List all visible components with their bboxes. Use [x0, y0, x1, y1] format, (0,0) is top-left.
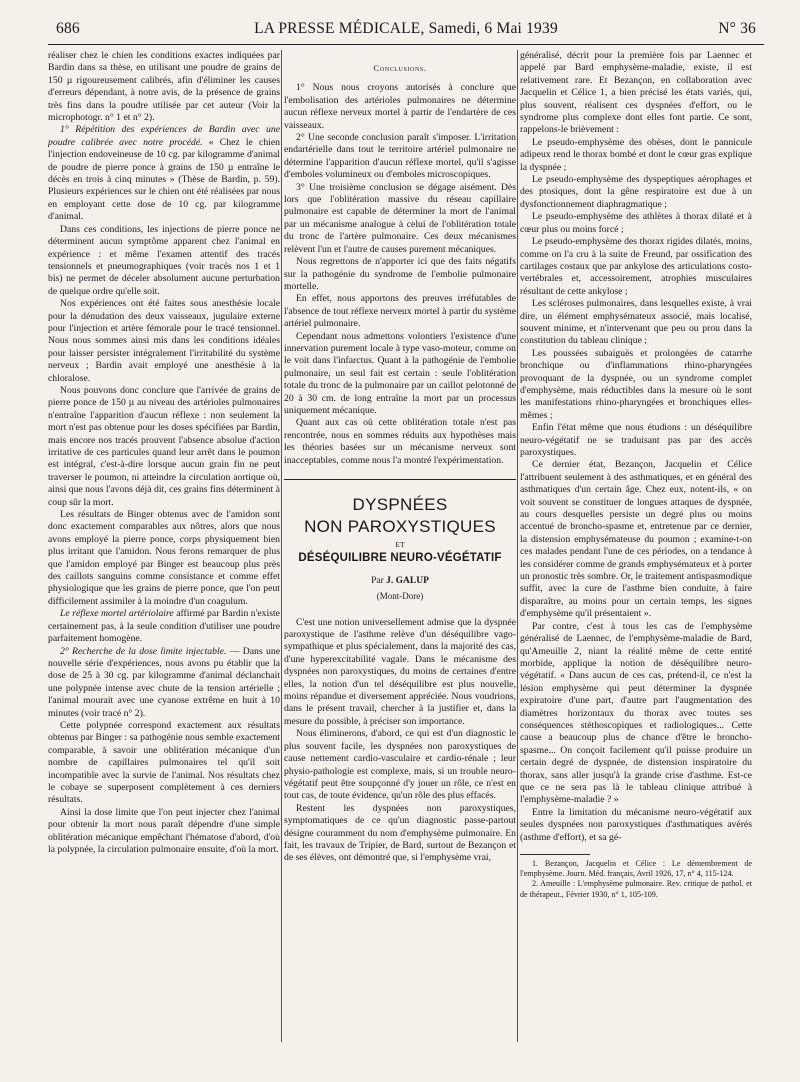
paragraph: [520, 211, 752, 236]
article-title-line2: NON PAROXYSTIQUES: [304, 517, 496, 536]
paragraph-text: « Chez le chien l'injection endoveineuse de 10 cg. par kilogramme d'animal de poudre de pierre ponce à grains de 150 µ entraîne le décès en trois à cinq minutes » (Thèse de Bardin, p. 59). Plusieurs expériences sur le chien ont été réalisées par nous en employant cette dose de 10 cg. par kilogramme d'animal.: [48, 136, 280, 223]
paragraph: [48, 224, 280, 298]
paragraph: [520, 236, 752, 298]
journal-title: LA PRESSE MÉDICALE, Samedi, 6 Mai 1939: [254, 20, 558, 37]
paragraph: [284, 417, 516, 467]
paragraph: [48, 509, 280, 608]
paragraph-text: Le pseudo-emphysème des obèses, dont le pannicule adipeux rend le thorax bombé et dont le cœur gras explique la dyspnée ;: [520, 136, 752, 173]
paragraph-text: 2° Une seconde conclusion paraît s'imposer. L'irritation endartérielle dans tout le territoire artériel pulmonaire ne détermine l'apparition d'aucun réflexe mortel, qu'il s'agisse d'emboles volumineux ou d'emboles microscopiques.: [284, 132, 516, 181]
paragraph-text: Entre la limitation du mécanisme neuro-végétatif aux seules dyspnées non paroxystiques d'asthmatiques avérés (asthme d'effort), et sa gé-: [520, 806, 752, 843]
paragraph-text: réaliser chez le chien les conditions exactes indiquées par Bardin dans sa thèse, en utilisant une poudre de grains de 150 µ rigoureusement calibrés, afin d'éliminer les causes d'erreurs dépendant, à notre avis, de la présence de grains très fins dans la poudre utilisée par cet auteur (Voir la microphotogr. n° 1 et n° 2).: [48, 50, 280, 124]
paragraph-text: Quant aux cas où cette oblitération totale n'est pas rencontrée, nous en sommes réduits aux hypothèses mais les théories basées sur un mécanisme nerveux sont inacceptables, comme nous l'a montré l'expérimentation.: [284, 417, 516, 466]
paragraph-text: Les poussées subaiguës et prolongées de catarrhe bronchique ou d'inflammations rhino-pharyngées provoquant de la dyspnée, ou un syndrome complet d'emphysème, mais réductibles dans la mesure où le sont les manifestations rhino-pharyngées et bronchiques elles-mêmes ;: [520, 347, 752, 421]
paragraph: [520, 298, 752, 348]
issue-number: N° 36: [718, 20, 756, 37]
author-name: J. GALUP: [386, 575, 429, 586]
paragraph: [48, 807, 280, 857]
paragraph: [520, 621, 752, 807]
paragraph-text: Les résultats de Binger obtenus avec de l'amidon sont donc exactement comparables aux nôtres, alors que nous avons employé la pierre ponce, corps physiquement bien plus irritant que l'amidon. Nous ferons remarquer de plus que l'amidon employé par Binger est beaucoup plus près des caillots sanguins comme consistance et comme effet physiologique que les grains de pierre ponce, que l'on peut difficilement assimiler à la moindre d'un coagulum.: [48, 509, 280, 607]
paragraph-text: Ainsi la dose limite que l'on peut injecter chez l'animal pour obtenir la mort nous paraît dépendre d'une simple oblitération mécanique empêchant l'hématose d'abord, d'où la polypnée, la circulation pulmonaire ensuite, d'où la mort.: [48, 806, 280, 855]
paragraph-text: généralisé, décrit pour la première fois par Laennec et appelé par Bard emphysème-maladie, existe, il est relativement rare. Et Bezançon, en collaboration avec Jacquelin et Célice 1, a bien précisé les états variés, qui, plus souvent, réalisent ces dyspnées d'effort, ou le syndrome plus complexe dont elles font partie. Ce sont, rappelons-le brièvement :: [520, 50, 752, 136]
paragraph-text: Nous regrettons de n'apporter ici que des faits négatifs sur la pathogénie du syndrome de l'embolie pulmonaire mortelle.: [284, 256, 516, 292]
paragraph: [520, 422, 752, 459]
footnote-rule: [520, 854, 590, 855]
column-3: [520, 50, 752, 1050]
paragraph-text: Nous éliminerons, d'abord, ce qui est d'un diagnostic le plus souvent facile, les dyspnées non paroxystiques de cause nettement cardio-vasculaire et cardio-rénale ; leur physio-pathologie est complexe, mais, si un trouble neuro-végétatif peut être soupçonné d'y jouer un rôle, ce n'est en tout cas, de toute évidence, qu'un rôle des plus effacés.: [284, 728, 516, 802]
paragraph-text: Ce dernier état, Bezançon, Jacquelin et Célice l'attribuent seulement à des asthmatiques, et en général des asthmatiques d'un certain âge. Chez eux, notent-ils, « on voit souvent se constituer de longues attaques de dyspnée, au cours desquelles persiste un degré plus ou moins accentué de broncho-spasme et, entretenue par ce dernier, la distension emphysémateuse du poumon ; examine-t-on ces malades pendant l'une de ces périodes, on a tendance à les considérer comme de grands emphysémateux et à porter un pronostic très sombre. Or, le traitement antispasmodique suffit, avec la cure de l'asthme bien conduite, à faire disparaître, au moins pour un certain temps, les signes d'emphysème qu'il présentaient ».: [520, 459, 752, 620]
paragraph: [48, 385, 280, 509]
footnote: 2. Ameuille : L'emphysème pulmonaire. Rev. critique de pathol. et de thérapeut., Février 1930, n° 1, 105-109.: [520, 879, 752, 899]
conclusions-heading: Conclusions.: [373, 63, 427, 73]
paragraph-lead: 1° Répétition des expériences de Bardin avec une poudre calibrée avec notre procédé.: [48, 124, 280, 148]
article-subtitle: DÉSÉQUILIBRE NEURO-VÉGÉTATIF: [298, 552, 502, 565]
article-body-continued: [520, 50, 752, 844]
article-body-start: [284, 617, 516, 865]
paragraph: [48, 124, 280, 223]
page-number: 686: [56, 20, 80, 37]
paragraph-text: Par contre, c'est à tous les cas de l'emphysème généralisé de Laennec, de l'emphysème-maladie de Bard, qu'Ameuille 2, niant la réalité même de cette entité morbide, applique la notion de déséquilibre neuro-végétatif. « Dans aucun de ces cas, prétend-il, ce n'est la lésion emphysème qui peut déterminer la dyspnée expiratoire d'une part, d'autre part l'augmentation des diamètres horizontaux du thorax avec toutes ses conséquences stéthoscopiques et radiologiques... Cette cause a beaucoup plus de chance d'être le broncho-spasme... On conçoit facilement qu'il puisse produire un certain degré de dyspnée, de distension inspiratoire du thorax, sans aller jusqu'à la grande crise d'asthme. Est-ce que ce ne sera pas là le tableau clinique attribué à l'emphysème-maladie ? »: [520, 620, 752, 806]
paragraph-text: En effet, nous apportons des preuves irréfutables de l'absence de tout réflexe nerveux mortel à partir du système artériel pulmonaire.: [284, 293, 516, 330]
paragraph: [284, 331, 516, 418]
footnotes: [520, 859, 752, 900]
paragraph: [48, 298, 280, 385]
conclusions-text: [284, 82, 516, 467]
paragraph-text: Le pseudo-emphysème des dyspeptiques aérophages et des ptosiques, dont la gêne respiratoire est due à un dysfonctionnement diaphragmatique ;: [520, 174, 752, 210]
article-author: [284, 575, 516, 587]
paragraph: [520, 348, 752, 422]
column-divider: [517, 50, 518, 1042]
paragraph-text: Le pseudo-emphysème des thorax rigides dilatés, moins, comme on l'a cru à la suite de Freund, par ossification des cartilages costaux que par ankylose des articulations costo-vertébrales et, accessoirement, atrophies musculaires résultant de cette ankylose ;: [520, 236, 752, 297]
paragraph-text: Restent les dyspnées non paroxystiques, symptomatiques de ce qu'un diagnostic passe-partout désigne couramment du nom d'emphysème pulmonaire. En fait, les travaux de Tripier, de Bard, surtout de Bezançon et de ses élèves, ont démontré que, si l'emphysème vrai,: [284, 802, 516, 864]
author-affiliation: (Mont-Dore): [376, 591, 424, 602]
article-title-line1: DYSPNÉES: [352, 495, 448, 514]
paragraph-text: Dans ces conditions, les injections de pierre ponce ne déterminent aucun symptôme apparent chez l'animal en expérience : et même l'examen attentif des tracés tensionnels et pneumographiques (voir tracés nos 1 et 1 bis) ne permet de déceler absolument aucune perturbation de quelque ordre qu'elle soit.: [48, 223, 280, 297]
paragraph-text: — Dans une nouvelle série d'expériences, nous avons pu établir que la dose de 25 à 30 cg. par kilogramme d'animal déclanchait une polypnée intense avec chute de la tension artérielle ; l'animal mourait avec une cyanose extrême en huit à 10 minutes (voir tracé n° 2).: [48, 645, 280, 719]
paragraph: [520, 50, 752, 137]
paragraph-text: Enfin l'état même que nous étudions : un déséquilibre neuro-végétatif ne se traduisant pas par des accès paroxystiques.: [520, 422, 752, 458]
paragraph: [284, 182, 516, 256]
paragraph: [48, 646, 280, 720]
paragraph: [284, 132, 516, 182]
paragraph-lead: Le réflexe mortel artériolaire: [60, 608, 174, 620]
column-divider: [281, 50, 282, 1042]
column-1: [48, 50, 280, 1050]
article-title-et: ET: [395, 540, 405, 549]
paragraph: [48, 50, 280, 124]
paragraph-text: Les scléroses pulmonaires, dans lesquelles existe, à vrai dire, un élément emphysémateux associé, mais localisé, souvent minime, et n'intervenant que peu ou prou dans la constitution du tableau clinique ;: [520, 298, 752, 347]
paragraph-text: Cependant nous admettons volontiers l'existence d'une innervation purement locale à type vaso-moteur, comme on le voit dans l'infarctus. Quant à la pathogénie de l'embolie pulmonaire, un seul fait est certain : seule l'oblitération totale du tronc de la pulmonaire par un caillot pelotonné de 20 à 30 cm. de long entraîne la mort par un processus uniquement mécanique.: [284, 330, 516, 416]
paragraph-text: Nos expériences ont été faites sous anesthésie locale pour la dénudation des deux vaisseaux, jugulaire externe pour l'injection et artère fémorale pour le tracé tensionnel. Nous nous sommes ainsi mis dans les conditions idéales pour laisser persister intégralement l'irritabilité du système nerveux ; Bardin avait employé une anesthésie à la chloralose.: [48, 298, 280, 384]
paragraph: [48, 608, 280, 645]
paragraph: [284, 293, 516, 330]
paragraph: [284, 256, 516, 293]
paragraph-text: Cette polypnée correspond exactement aux résultats obtenus par Binger : sa pathogénie nous semble exactement comparable, à savoir une oblitération mécanique d'un nombre de capillaires pulmonaires tel qu'il soit incompatible avec la survie de l'animal. Nos résultats chez le cobaye se superposent complètement à ces derniers résultats.: [48, 719, 280, 806]
paragraph: [520, 459, 752, 620]
paragraph: [284, 617, 516, 729]
paragraph-text: Le pseudo-emphysème des athlètes à thorax dilaté et à cœur plus ou moins forcé ;: [520, 211, 752, 235]
paragraph-text: 3° Une troisième conclusion se dégage aisément. Dès lors que l'oblitération massive du réseau capillaire pulmonaire est capable de déterminer la mort de l'animal par un mécanisme analogue à celui de l'oblitération totale du tronc de l'artère pulmonaire. Ces deux mécanismes relèvent l'un et l'autre de causes purement mécaniques.: [284, 181, 516, 255]
paragraph-text: Nous pouvons donc conclure que l'arrivée de grains de pierre ponce de 150 µ au niveau des artérioles pulmonaires n'entraîne l'apparition d'aucun réflexe : non seulement la mort n'est pas obtenue pour les doses spécifiées par Bardin, mais encore nos tracés prouvent l'absence absolue d'action irritative de ces particules quand leur arrêt dans le poumon est intégral, c'est-à-dire lorsque aucun grain fin ne peut traverser le poumon, ni atteindre la circulation aortique où, ainsi que nous l'avons déjà dit, ces grains fins déterminent à coup sûr la mort.: [48, 384, 280, 508]
article-rule: [284, 479, 516, 480]
paragraph: [284, 728, 516, 802]
column-2: [284, 50, 516, 1050]
paragraph-text: C'est une notion universellement admise que la dyspnée paroxystique de l'asthme relève d'un déséquilibre vago-sympathique et plus spécialement, dans la majorité des cas, d'une hyperexcitabilité vagale. Dans le mécanisme des dyspnées non paroxystiques, du moins de certaines d'entre elles, la notion d'un tel déséquilibre est plus nouvelle, moins répandue et diversement appréciée. Nous voudrions, dans le présent travail, chercher à la justifier et, dans la mesure du possible, à préciser son importance.: [284, 616, 516, 727]
paragraph: [520, 137, 752, 174]
paragraph: [48, 720, 280, 807]
author-by: Par: [371, 575, 384, 586]
paragraph: [284, 803, 516, 865]
paragraph-text: affirmé par Bardin n'existe certainement pas, à la seule condition d'utiliser une poudre parfaitement homogène.: [48, 608, 280, 645]
paragraph-lead: 2° Recherche de la dose limite injectable.: [60, 645, 227, 657]
footnote: 1. Bezançon, Jacquelin et Célice : Le démembrement de l'emphysème. Journ. Méd. français, Avril 1926, 17, n° 4, 115-124.: [520, 859, 752, 879]
paragraph-text: 1° Nous nous croyons autorisés à conclure que l'embolisation des artérioles pulmonaires ne détermine aucun réflexe nerveux mortel à partir de l'endartère de ces vaisseaux.: [284, 82, 516, 131]
page-header: [56, 20, 756, 44]
paragraph: [520, 807, 752, 844]
header-rule: [48, 44, 764, 45]
paragraph: [520, 174, 752, 211]
paragraph: [284, 82, 516, 132]
